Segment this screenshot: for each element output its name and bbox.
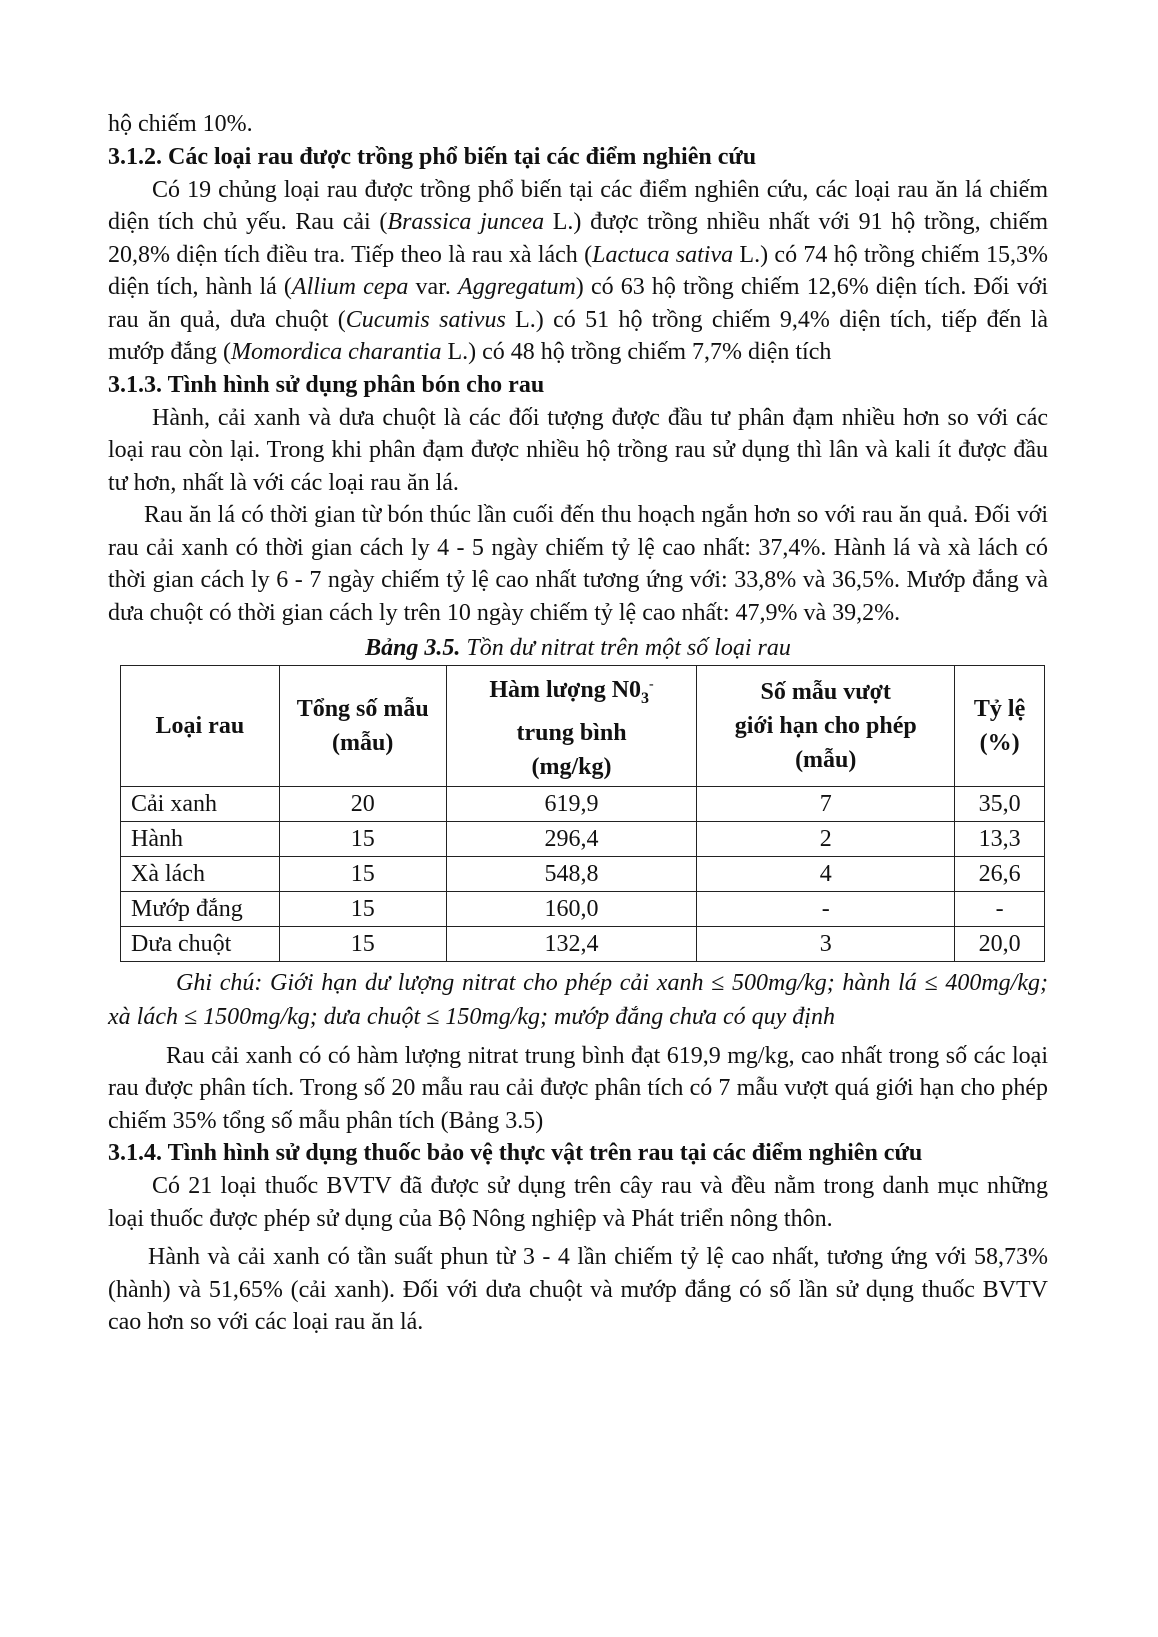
cell-exceeding: 4 <box>697 856 955 891</box>
table-header-row <box>121 666 1045 787</box>
table-row <box>121 856 1045 891</box>
paragraph-spray-frequency: Hành và cải xanh có tần suất phun từ 3 - 4 lần chiếm tỷ lệ cao nhất, tương ứng với 58,73% (hành) và 51,65% (cải xanh). Đối với dưa chuột và mướp đắng có số lần sử dụng thuốc BVTV cao hơn so với các loại rau ăn lá. <box>108 1244 1048 1336</box>
cell-nitrate: 296,4 <box>446 821 697 856</box>
header-vegetable: Loại rau <box>121 666 280 787</box>
cell-vegetable: Xà lách <box>121 856 280 891</box>
paragraph-fragment: hộ chiếm 10%. <box>108 111 253 137</box>
nitrate-table <box>120 665 1045 962</box>
table-caption: Bảng 3.5. Tồn dư nitrat trên một số loại rau <box>365 635 791 661</box>
cell-total: 15 <box>279 856 446 891</box>
cell-exceeding: 7 <box>697 786 955 821</box>
cell-total: 20 <box>279 786 446 821</box>
paragraph-fertilizer-use: Hành, cải xanh và dưa chuột là các đối tượng được đầu tư phân đạm nhiều hơn so với các loại rau còn lại. Trong khi phân đạm được nhiều hộ trồng rau sử dụng thì lân và kali ít được đầu tư hơn, nhất là với các loại rau ăn lá. <box>108 404 1048 496</box>
table-row <box>121 821 1045 856</box>
cell-ratio: 20,0 <box>955 926 1045 961</box>
table-row <box>121 891 1045 926</box>
paragraph-isolation-time: Rau ăn lá có thời gian từ bón thúc lần cuối đến thu hoạch ngắn hơn so với rau ăn quả. Đối với rau cải xanh có thời gian cách ly 4 - 5 ngày chiếm tỷ lệ cao nhất: 37,4%. Hành lá và xà lách có thời gian cách ly 6 - 7 ngày chiếm tỷ lệ cao nhất tương ứng với: 33,8% và 36,5%. Mướp đắng và dưa chuột có thời gian cách ly trên 10 ngày chiếm tỷ lệ cao nhất: 47,9% và 39,2%. <box>108 502 1048 626</box>
cell-total: 15 <box>279 926 446 961</box>
cell-exceeding: 2 <box>697 821 955 856</box>
table-row <box>121 926 1045 961</box>
section-heading-3-1-2: 3.1.2. Các loại rau được trồng phổ biến tại các điểm nghiên cứu <box>108 143 757 170</box>
cell-nitrate: 160,0 <box>446 891 697 926</box>
header-total-samples: Tổng số mẫu (mẫu) <box>279 666 446 787</box>
cell-nitrate: 132,4 <box>446 926 697 961</box>
cell-exceeding: - <box>697 891 955 926</box>
section-heading-3-1-3: 3.1.3. Tình hình sử dụng phân bón cho rau <box>108 371 545 398</box>
cell-nitrate: 619,9 <box>446 786 697 821</box>
paragraph-nitrate-result: Rau cải xanh có có hàm lượng nitrat trung bình đạt 619,9 mg/kg, cao nhất trong số các loại rau được phân tích. Trong số 20 mẫu rau cải được phân tích có 7 mẫu vượt quá giới hạn cho phép chiếm 35% tổng số mẫu phân tích (Bảng 3.5) <box>108 1042 1048 1134</box>
cell-ratio: 26,6 <box>955 856 1045 891</box>
header-exceeding-samples: Số mẫu vượt giới hạn cho phép (mẫu) <box>697 666 955 787</box>
header-nitrate-content: Hàm lượng $N0_3^-$ trung bình (mg/kg) <box>446 666 697 787</box>
header-ratio: Tỷ lệ (%) <box>955 666 1045 787</box>
table-row <box>121 786 1045 821</box>
document-page <box>108 108 1048 1339</box>
paragraph-vegetable-types: Có 19 chủng loại rau được trồng phổ biến tại các điểm nghiên cứu, các loại rau ăn lá chiếm diện tích chủ yếu. Rau cải (Brassica juncea L.) được trồng nhiều nhất với 91 hộ trồng, chiếm 20,8% diện tích điều tra. Tiếp theo là rau xà lách (Lactuca sativa L.) có 74 hộ trồng chiếm 15,3% diện tích, hành lá (Allium cepa var. Aggregatum) có 63 hộ trồng chiếm 12,6% diện tích. Đối với rau ăn quả, dưa chuột (Cucumis sativus L.) có 51 hộ trồng chiếm 9,4% diện tích, tiếp đến là mướp đắng (Momordica charantia L.) có 48 hộ trồng chiếm 7,7% diện tích <box>108 176 1049 365</box>
section-heading-3-1-4: 3.1.4. Tình hình sử dụng thuốc bảo vệ thực vật trên rau tại các điểm nghiên cứu <box>108 1140 923 1167</box>
cell-vegetable: Mướp đắng <box>121 891 280 926</box>
cell-ratio: - <box>955 891 1045 926</box>
cell-exceeding: 3 <box>697 926 955 961</box>
cell-vegetable: Hành <box>121 821 280 856</box>
cell-ratio: 35,0 <box>955 786 1045 821</box>
paragraph-pesticide-types: Có 21 loại thuốc BVTV đã được sử dụng trên cây rau và đều nằm trong danh mục những loại thuốc được phép sử dụng của Bộ Nông nghiệp và Phát triển nông thôn. <box>108 1173 1048 1232</box>
table-note: Ghi chú: Giới hạn dư lượng nitrat cho phép cải xanh ≤ 500mg/kg; hành lá ≤ 400mg/kg; xà lách ≤ 1500mg/kg; dưa chuột ≤ 150mg/kg; mướp đắng chưa có quy định <box>108 969 1048 1030</box>
cell-vegetable: Cải xanh <box>121 786 280 821</box>
cell-ratio: 13,3 <box>955 821 1045 856</box>
cell-nitrate: 548,8 <box>446 856 697 891</box>
cell-total: 15 <box>279 821 446 856</box>
cell-vegetable: Dưa chuột <box>121 926 280 961</box>
cell-total: 15 <box>279 891 446 926</box>
